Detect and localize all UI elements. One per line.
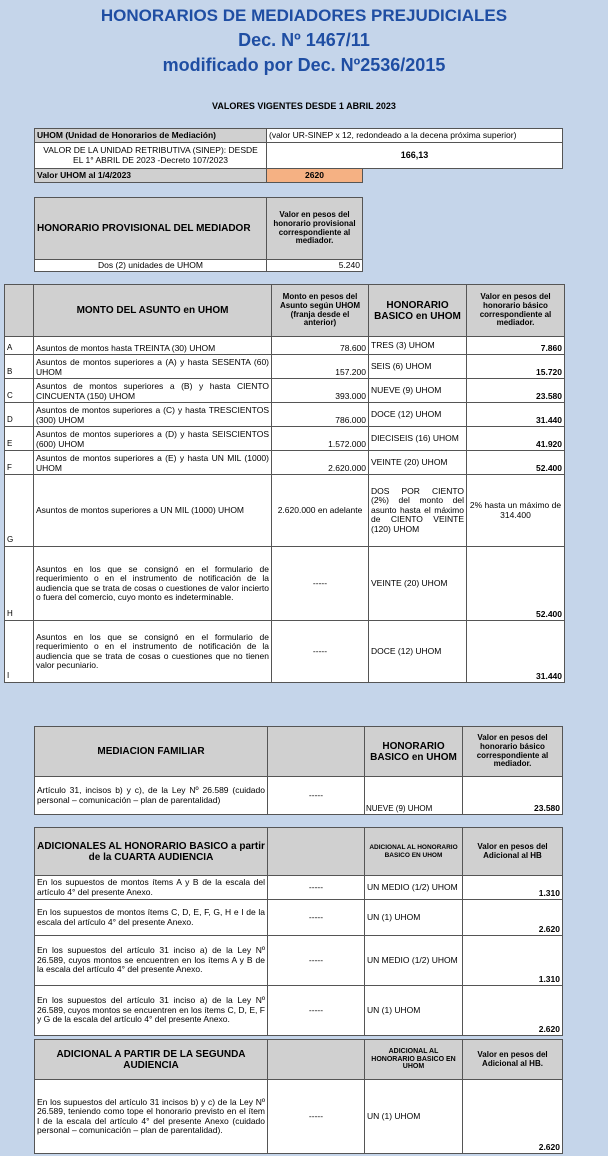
uhom-label: UHOM (Unidad de Honorarios de Mediación): [35, 129, 267, 143]
monto-row-amount: 78.600: [272, 337, 369, 355]
adicionales-col-honorario: ADICIONAL AL HONORARIO BASICO EN UHOM: [365, 828, 463, 876]
monto-row-honorario: VEINTE (20) UHOM: [369, 547, 467, 621]
monto-row-letter: D: [5, 403, 34, 427]
monto-col-honorario: HONORARIO BASICO en UHOM: [369, 285, 467, 337]
monto-row-letter: A: [5, 337, 34, 355]
monto-row-letter: E: [5, 427, 34, 451]
monto-row-amount: 2.620.000 en adelante: [272, 475, 369, 547]
adicional-row-monto: -----: [268, 900, 365, 936]
monto-row-desc: Asuntos de montos superiores a (A) y hasta SESENTA (60) UHOM: [34, 355, 272, 379]
monto-row-letter: H: [5, 547, 34, 621]
adicional-row-honorario: UN MEDIO (1/2) UHOM: [365, 936, 463, 986]
adicional-row-monto: -----: [268, 986, 365, 1036]
provisional-col-header: Valor en pesos del honorario provisional correspondiente al mediador.: [267, 198, 363, 260]
monto-row-honorario: DOS POR CIENTO (2%) del monto del asunto hasta el máximo de CIENTO VEINTE (120) UHOM: [369, 475, 467, 547]
monto-row-letter: I: [5, 621, 34, 683]
provisional-row-label: Dos (2) unidades de UHOM: [35, 260, 267, 272]
monto-row-desc: Asuntos en los que se consignó en el formulario de requerimiento o en el instrumento de notificación de la audiencia que se trata de cosas o cuestiones que no tienen valor pecuniario.: [34, 621, 272, 683]
familiar-col-valor: Valor en pesos del honorario básico correspondiente al mediador.: [463, 727, 563, 777]
monto-row: [5, 621, 565, 683]
sinep-label: VALOR DE LA UNIDAD RETRIBUTIVA (SINEP): DESDE EL 1° ABRIL DE 2023 -Decreto 107/2023: [35, 143, 267, 169]
adicional-row-honorario: UN MEDIO (1/2) UHOM: [365, 876, 463, 900]
monto-row-letter: G: [5, 475, 34, 547]
segunda-table: [34, 1039, 563, 1154]
monto-row-valor: 31.440: [467, 621, 565, 683]
familiar-title: MEDIACION FAMILIAR: [35, 727, 268, 777]
monto-row-honorario: TRES (3) UHOM: [369, 337, 467, 355]
adicional-row: [35, 936, 563, 986]
monto-row-desc: Asuntos de montos superiores a UN MIL (1000) UHOM: [34, 475, 272, 547]
adicional-row: [35, 876, 563, 900]
monto-col-amount: Monto en pesos del Asunto según UHOM (franja desde el anterior): [272, 285, 369, 337]
monto-row-amount: 157.200: [272, 355, 369, 379]
adicional-row-valor: 2.620: [463, 900, 563, 936]
adicional-row-honorario: UN (1) UHOM: [365, 986, 463, 1036]
segunda-col-valor: Valor en pesos del Adicional al HB.: [463, 1040, 563, 1080]
adicional-row-monto: -----: [268, 876, 365, 900]
adicional-row-valor: 1.310: [463, 876, 563, 900]
monto-row: [5, 451, 565, 475]
monto-row: [5, 547, 565, 621]
monto-row-desc: Asuntos de montos superiores a (D) y hasta SEISCIENTOS (600) UHOM: [34, 427, 272, 451]
familiar-table: [34, 726, 563, 815]
monto-row: [5, 475, 565, 547]
segunda-title: ADICIONAL A PARTIR DE LA SEGUNDA AUDIENCIA: [35, 1040, 268, 1080]
uhom-note: (valor UR-SINEP x 12, redondeado a la decena próxima superior): [267, 129, 563, 143]
provisional-row-value: 5.240: [267, 260, 363, 272]
adicionales-title: ADICIONALES AL HONORARIO BASICO a partir de la CUARTA AUDIENCIA: [35, 828, 268, 876]
provisional-table: [34, 197, 363, 272]
adicional-row: [35, 900, 563, 936]
familiar-row-monto: -----: [268, 777, 365, 815]
monto-row: [5, 337, 565, 355]
adicional-row-valor: 1.310: [463, 936, 563, 986]
adicional-row-desc: En los supuestos de montos ítems C, D, E, F, G, H e I de la escala del artículo 4° del presente Anexo.: [35, 900, 268, 936]
monto-row-valor: 52.400: [467, 451, 565, 475]
monto-row-amount: 393.000: [272, 379, 369, 403]
provisional-title: HONORARIO PROVISIONAL DEL MEDIADOR: [35, 198, 267, 260]
monto-row-valor: 7.860: [467, 337, 565, 355]
monto-row-valor: 31.440: [467, 403, 565, 427]
monto-row-amount: -----: [272, 547, 369, 621]
monto-row-honorario: DOCE (12) UHOM: [369, 403, 467, 427]
adicional-row-monto: -----: [268, 936, 365, 986]
monto-row-amount: 1.572.000: [272, 427, 369, 451]
valid-from-label: VALORES VIGENTES DESDE 1 ABRIL 2023: [212, 101, 396, 111]
segunda-row-desc: En los supuestos del artículo 31 incisos b) y c) de la Ley Nº 26.589, teniendo como tope el honorario previsto en el ítem I de la escala del artículo 4° del presente Anexo (cuidado personal – comunicación – plan de parentalidad).: [35, 1080, 268, 1154]
monto-row-honorario: DIECISEIS (16) UHOM: [369, 427, 467, 451]
monto-row-valor: 15.720: [467, 355, 565, 379]
adicional-row: [35, 986, 563, 1036]
adicionales-col-valor: Valor en pesos del Adicional al HB: [463, 828, 563, 876]
monto-title: MONTO DEL ASUNTO en UHOM: [34, 285, 272, 337]
adicionales-table: [34, 827, 563, 1036]
monto-row-honorario: DOCE (12) UHOM: [369, 621, 467, 683]
monto-row-valor: 41.920: [467, 427, 565, 451]
monto-row-letter: F: [5, 451, 34, 475]
monto-row-valor: 52.400: [467, 547, 565, 621]
monto-row-amount: 786.000: [272, 403, 369, 427]
uhom-table: [34, 128, 563, 183]
monto-row-amount: 2.620.000: [272, 451, 369, 475]
monto-row: [5, 403, 565, 427]
monto-row: [5, 379, 565, 403]
segunda-row-valor: 2.620: [463, 1080, 563, 1154]
adicional-row-desc: En los supuestos del artículo 31 inciso a) de la Ley Nº 26.589, cuyos montos se encuentren en los ítems A y B de la escala del artículo 4° del presente Anexo.: [35, 936, 268, 986]
familiar-col-honorario: HONORARIO BASICO en UHOM: [365, 727, 463, 777]
monto-row-desc: Asuntos de montos superiores a (C) y hasta TRESCIENTOS (300) UHOM: [34, 403, 272, 427]
sinep-value: 166,13: [267, 143, 563, 169]
familiar-row-valor: 23.580: [463, 777, 563, 815]
adicional-row-honorario: UN (1) UHOM: [365, 900, 463, 936]
monto-table: [4, 284, 565, 683]
adicional-row-valor: 2.620: [463, 986, 563, 1036]
familiar-row-honorario: NUEVE (9) UHOM: [365, 777, 463, 815]
monto-col-valor: Valor en pesos del honorario básico correspondiente al mediador.: [467, 285, 565, 337]
uhom-value: 2620: [267, 169, 363, 183]
monto-row-honorario: VEINTE (20) UHOM: [369, 451, 467, 475]
decree-title: Dec. Nº 1467/11: [238, 30, 370, 50]
segunda-row-honorario: UN (1) UHOM: [365, 1080, 463, 1154]
monto-row-desc: Asuntos de montos hasta TREINTA (30) UHOM: [34, 337, 272, 355]
monto-row-desc: Asuntos de montos superiores a (B) y hasta CIENTO CINCUENTA (150) UHOM: [34, 379, 272, 403]
monto-row-letter: B: [5, 355, 34, 379]
monto-row: [5, 427, 565, 451]
monto-row-honorario: NUEVE (9) UHOM: [369, 379, 467, 403]
familiar-row-desc: Artículo 31, incisos b) y c), de la Ley Nº 26.589 (cuidado personal – comunicación – plan de parentalidad): [35, 777, 268, 815]
modified-decree-title: modificado por Dec. Nº2536/2015: [162, 55, 446, 75]
segunda-row-monto: -----: [268, 1080, 365, 1154]
adicional-row-desc: En los supuestos del artículo 31 inciso a) de la Ley Nº 26.589, cuyos montos se encuentren en los ítems C, D, E, F y G de la escala del artículo 4° del presente Anexo.: [35, 986, 268, 1036]
uhom-value-label: Valor UHOM al 1/4/2023: [35, 169, 267, 183]
main-title: HONORARIOS DE MEDIADORES PREJUDICIALES: [100, 6, 508, 25]
monto-row: [5, 355, 565, 379]
monto-row-desc: Asuntos de montos superiores a (E) y hasta UN MIL (1000) UHOM: [34, 451, 272, 475]
monto-row-honorario: SEIS (6) UHOM: [369, 355, 467, 379]
adicional-row-desc: En los supuestos de montos ítems A y B de la escala del artículo 4° del presente Anexo.: [35, 876, 268, 900]
segunda-col-honorario: ADICIONAL AL HONORARIO BASICO EN UHOM: [365, 1040, 463, 1080]
monto-row-amount: -----: [272, 621, 369, 683]
monto-row-valor: 2% hasta un máximo de 314.400: [467, 475, 565, 547]
monto-row-letter: C: [5, 379, 34, 403]
monto-row-valor: 23.580: [467, 379, 565, 403]
monto-row-desc: Asuntos en los que se consignó en el formulario de requerimiento o en el instrumento de notificación de la audiencia que se trata de cosas o cuestiones de valor incierto o fuera del comercio, cuyo monto es indeterminable.: [34, 547, 272, 621]
